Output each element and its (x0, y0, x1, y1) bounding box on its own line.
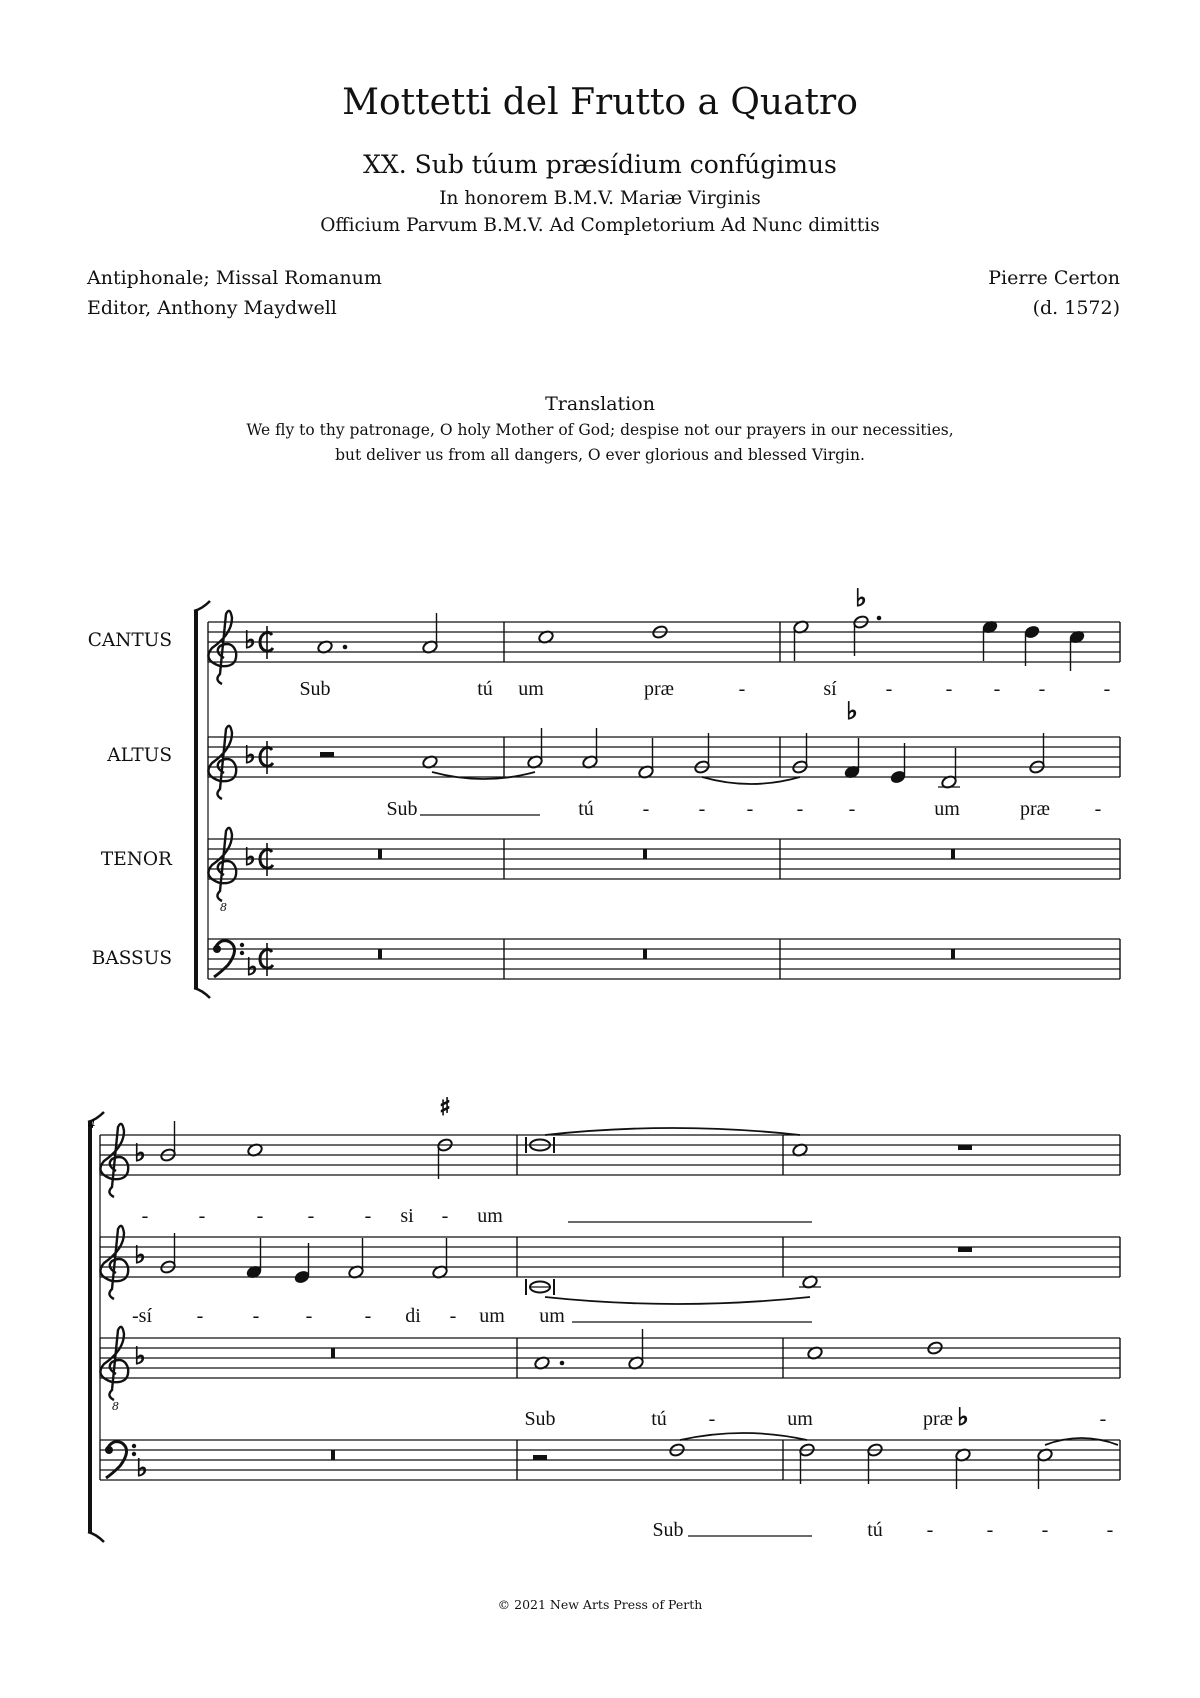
lyric-syllable: - (449, 1305, 457, 1327)
dot (560, 1361, 565, 1366)
voice-label-cantus: CANTUS (87, 630, 172, 651)
lyric-syllable: Sub (299, 678, 331, 700)
flat-sign: ♭ (244, 843, 256, 871)
flat-sign: ♭ (246, 953, 258, 981)
staff2-tenor (100, 1338, 1120, 1378)
flat-sign: ♭ (957, 1403, 969, 1431)
lyric-syllable: - (1106, 1519, 1114, 1541)
lyric-syllable: um (477, 1205, 503, 1227)
lyric-syllable: - (1103, 678, 1111, 700)
half-note (638, 738, 655, 779)
translation-line-2: but deliver us from all dangers, O ever glorious and blessed Virgin. (335, 446, 865, 464)
bracket-end (194, 601, 210, 611)
breve-rest (378, 849, 382, 859)
lyric-syllable: - (198, 1205, 206, 1227)
flat-sign: ♭ (134, 1139, 146, 1167)
clef-dot (213, 945, 221, 953)
lyric-syllable: um (479, 1305, 505, 1327)
lyric-syllable: - (305, 1305, 313, 1327)
lyric-syllable: - (1041, 1519, 1049, 1541)
quarter-note (294, 1243, 311, 1284)
half-note (867, 1443, 884, 1484)
translation-heading: Translation (545, 393, 655, 415)
lyric-syllable: -sí (132, 1305, 152, 1327)
tie (1045, 1438, 1118, 1445)
lyric-syllable: - (256, 1205, 264, 1227)
half-note (527, 728, 544, 769)
dot (343, 645, 348, 650)
whole-rest (958, 1145, 972, 1150)
flat-sign: ♭ (244, 741, 256, 769)
composer-dates: (d. 1572) (1032, 297, 1120, 319)
lyric-syllable: um (934, 798, 960, 820)
breve-rest (331, 1348, 335, 1358)
system-bracket (88, 1112, 104, 1542)
translation-line-1: We fly to thy patronage, O holy Mother of God; despise not our prayers in our necessities, (246, 421, 954, 439)
octave-mark: 8 (112, 1400, 119, 1413)
lyric-syllable: sí (823, 678, 837, 700)
half-note (437, 1138, 454, 1179)
lyric-syllable: - (738, 678, 746, 700)
half-note (582, 728, 599, 769)
breve-rest (378, 949, 382, 959)
half-note (422, 613, 439, 654)
lyric-syllable: - (945, 678, 953, 700)
tie (545, 1128, 800, 1135)
tie (702, 777, 800, 784)
treble-clef-icon (100, 1327, 128, 1413)
lyric-syllable: - (642, 798, 650, 820)
flat-sign: ♭ (134, 1342, 146, 1370)
voice-label-altus: ALTUS (107, 745, 172, 766)
half-note (853, 615, 870, 656)
quarter-note (246, 1238, 263, 1279)
lyric-syllable: um (518, 678, 544, 700)
breve-rest (643, 849, 647, 859)
clef-dot (132, 1444, 136, 1448)
editor-credit: Editor, Anthony Maydwell (87, 297, 337, 319)
quarter-note (890, 743, 907, 784)
half-note (694, 733, 711, 774)
lyric-syllable: - (926, 1519, 934, 1541)
half-note (941, 748, 958, 789)
lyric-syllable: Sub (652, 1519, 684, 1541)
flat-sign: ♭ (846, 697, 858, 725)
half-note (793, 620, 810, 661)
half-note (792, 733, 809, 774)
breve-rest (951, 949, 955, 959)
motet-title: XX. Sub túum præsídium confúgimus (363, 150, 837, 179)
half-note (799, 1443, 816, 1484)
octave-mark: 8 (220, 901, 227, 914)
lyric-syllable: - (746, 798, 754, 820)
quarter-note (1069, 630, 1086, 671)
occasion-line-1: In honorem B.M.V. Mariæ Virginis (439, 188, 761, 209)
copyright-notice: © 2021 New Arts Press of Perth (497, 1597, 703, 1612)
lyric-syllable: tú (867, 1519, 883, 1541)
half-note (432, 1238, 449, 1279)
lyric-syllable: - (796, 798, 804, 820)
lyric-syllable: - (1038, 678, 1046, 700)
quarter-note (1024, 625, 1041, 666)
voice-label-bassus: BASSUS (91, 948, 172, 969)
composer-name: Pierre Certon (988, 267, 1120, 289)
sharp-sign: ♯ (439, 1093, 451, 1121)
breve-rest (951, 849, 955, 859)
lyric-syllable: - (364, 1305, 372, 1327)
staff-altus (208, 737, 1120, 777)
bracket-end (88, 1532, 104, 1542)
lyric-syllable: præ (923, 1408, 953, 1430)
lyric-syllable: um (539, 1305, 565, 1327)
staff-tenor (208, 839, 1120, 879)
lyric-syllable: præ (644, 678, 674, 700)
half-note (1037, 1448, 1054, 1489)
breve-rest (643, 949, 647, 959)
lyric-syllable: Sub (524, 1408, 556, 1430)
staff-bassus (208, 939, 1120, 979)
lyric-syllable: - (708, 1408, 716, 1430)
treble-clef-icon (208, 828, 236, 914)
tie (680, 1433, 807, 1440)
clef-dot (240, 943, 244, 947)
tie (432, 772, 535, 779)
half-note (348, 1238, 365, 1279)
lyric-syllable: - (993, 678, 1001, 700)
flat-sign: ♭ (855, 584, 867, 612)
flat-sign: ♭ (136, 1454, 148, 1482)
staff2-bassus (100, 1440, 1120, 1480)
quarter-note (982, 620, 999, 661)
lyric-syllable: - (885, 678, 893, 700)
half-note (955, 1448, 972, 1489)
lyric-syllable: Sub (386, 798, 418, 820)
breve-rest (331, 1450, 335, 1460)
lyric-syllable: - (252, 1305, 260, 1327)
occasion-line-2: Officium Parvum B.M.V. Ad Completorium Ad Nunc dimittis (320, 215, 880, 236)
lyric-syllable: tú (651, 1408, 667, 1430)
flat-sign: ♭ (244, 626, 256, 654)
bar-number: 4 (88, 1117, 95, 1132)
clef-dot (105, 1446, 113, 1454)
lyric-syllable: tú (477, 678, 493, 700)
voice-label-tenor: TENOR (100, 849, 172, 870)
bracket-end (194, 988, 210, 998)
lyric-syllable: - (1099, 1408, 1107, 1430)
tie (545, 1297, 810, 1304)
lyric-syllable: - (196, 1305, 204, 1327)
lyric-syllable: - (441, 1205, 449, 1227)
half-note (160, 1121, 177, 1162)
half-note (1029, 733, 1046, 774)
lyric-syllable: - (364, 1205, 372, 1227)
lyric-syllable: præ (1020, 798, 1050, 820)
lyric-syllable: um (787, 1408, 813, 1430)
lyric-syllable: di (405, 1305, 421, 1327)
half-note (160, 1233, 177, 1274)
half-rest (533, 1455, 547, 1460)
clef-dot (240, 951, 244, 955)
lyric-syllable: tú (578, 798, 594, 820)
lyric-syllable: - (1094, 798, 1102, 820)
dot (877, 616, 882, 621)
lyric-syllable: - (986, 1519, 994, 1541)
half-rest (320, 752, 334, 757)
lyric-syllable: - (141, 1205, 149, 1227)
lyric-syllable: si (400, 1205, 414, 1227)
whole-rest (958, 1247, 972, 1252)
lyric-syllable: - (307, 1205, 315, 1227)
half-note (628, 1329, 645, 1370)
lyric-syllable: - (698, 798, 706, 820)
quarter-note (844, 738, 861, 779)
lyric-syllable: - (848, 798, 856, 820)
page-title: Mottetti del Frutto a Quatro (342, 82, 858, 123)
flat-sign: ♭ (134, 1241, 146, 1269)
source-text: Antiphonale; Missal Romanum (87, 267, 382, 289)
